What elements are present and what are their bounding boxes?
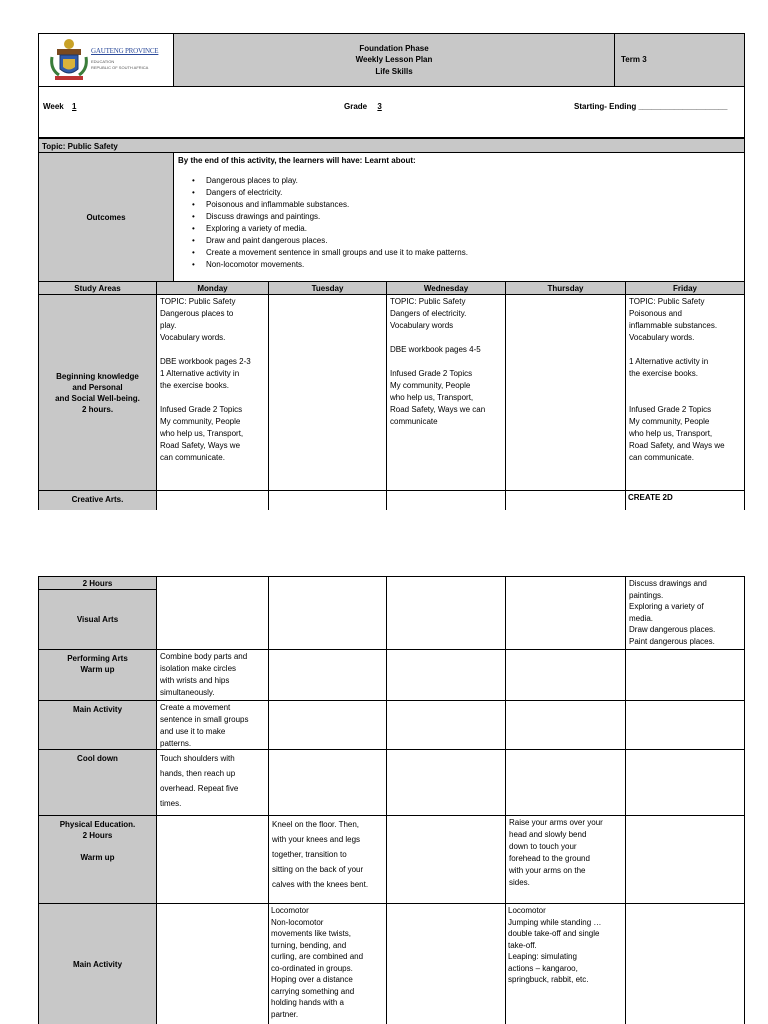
title-line-2: Weekly Lesson Plan [355, 55, 433, 65]
bk-monday-spacer [160, 392, 265, 404]
grade-label: Grade [344, 102, 368, 111]
bk-friday-spacer [629, 380, 741, 392]
title-line-3: Life Skills [375, 66, 413, 76]
ma1-thursday-cell [505, 700, 626, 750]
ma2-friday-cell [625, 903, 745, 1024]
va-thursday-cell [505, 576, 626, 650]
cd-monday-line: times. [160, 799, 182, 808]
cd-monday-line: Touch shoulders with [160, 754, 235, 763]
bk-wednesday-line: who help us, Transport, [390, 393, 474, 402]
ma2-tuesday-line: Locomotor [271, 906, 309, 915]
pa-monday-cell [156, 649, 269, 701]
ma2-tuesday-line: turning, bending, and [271, 940, 347, 950]
bk-wednesday-line: TOPIC: Public Safety [390, 297, 466, 306]
cd-friday-cell [625, 749, 745, 816]
ma1-monday-cell [156, 700, 269, 750]
bk-wednesday-spacer [390, 356, 502, 368]
logo-text: GAUTENG PROVINCE [91, 47, 159, 55]
cd-monday-line: overhead. Repeat five [160, 784, 239, 793]
va-wednesday-cell [386, 576, 506, 650]
bk-monday-line: can communicate. [160, 453, 225, 462]
bk-monday-line: the exercise books. [160, 381, 229, 390]
pa-wednesday-cell [386, 649, 506, 701]
gauteng-crest-logo [49, 37, 164, 83]
ma2-thursday-line: springbuck, rabbit, etc. [508, 975, 589, 984]
pe-thursday-line: down to touch your [509, 842, 577, 851]
starting-ending-field: Starting- Ending ____________________ [574, 102, 728, 111]
pe-thursday-line: forehead to the ground [509, 854, 590, 863]
ma2-tuesday-line: curling, are combined and [271, 952, 364, 961]
pa-label-line: Performing Arts [67, 654, 128, 663]
plan-title-cell [173, 33, 615, 87]
main-activity-label-1: Main Activity [38, 700, 157, 750]
bk-monday-line: who help us, Transport, [160, 429, 244, 438]
pe-thursday-line: with your arms on the [509, 866, 586, 875]
bk-wednesday-line: My community, People [390, 381, 471, 390]
outcome-item: • Draw and paint dangerous places. [206, 235, 740, 247]
va-friday-line: Draw dangerous places. [629, 625, 716, 634]
bk-wednesday-line: Infused Grade 2 Topics [390, 369, 473, 378]
performing-arts-label [38, 649, 157, 701]
bk-friday-line: 1 Alternative activity in [629, 357, 709, 366]
bk-wednesday-line: Road Safety, Ways we can [390, 405, 486, 414]
outcomes-label: Outcomes [38, 152, 174, 282]
outcome-item: • Discuss drawings and paintings. [206, 211, 740, 223]
col-header-study-areas: Study Areas [38, 281, 157, 295]
ma2-tuesday-line: Non-locomotor [271, 917, 324, 927]
cd-tuesday-cell [268, 749, 387, 816]
ma2-thursday-cell [505, 903, 626, 1024]
creative-arts-label: Creative Arts. [38, 490, 157, 510]
bk-monday-line: Vocabulary words. [160, 333, 226, 342]
pa-label-line: Warm up [80, 665, 115, 674]
ma1-wednesday-cell [386, 700, 506, 750]
crest-icon [49, 37, 89, 83]
term-label: Term 3 [621, 55, 647, 65]
pa-thursday-cell [505, 649, 626, 701]
cool-down-label: Cool down [38, 749, 157, 816]
cd-thursday-cell [505, 749, 626, 816]
pe-monday-cell [156, 815, 269, 904]
visual-arts-label: Visual Arts [38, 589, 157, 650]
logo-subtext-2: REPUBLIC OF SOUTH AFRICA [91, 65, 149, 70]
ma2-monday-cell [156, 903, 269, 1024]
va-friday-cell [625, 576, 745, 650]
bk-monday-line: TOPIC: Public Safety [160, 297, 236, 306]
outcome-item: • Create a movement sentence in small groups and use it to make patterns. [206, 247, 740, 259]
ma2-tuesday-cell [268, 903, 387, 1024]
va-friday-line: paintings. [629, 590, 664, 600]
ca-wednesday-cell [386, 490, 506, 510]
pa-monday-line: isolation make circles [160, 664, 237, 673]
bk-friday-line: TOPIC: Public Safety [629, 297, 705, 306]
outcomes-list [178, 175, 740, 271]
week-label: Week [43, 102, 64, 111]
hours-label: 2 Hours [38, 576, 157, 590]
col-header-friday: Friday [625, 281, 745, 295]
grade-value: 3 [377, 102, 382, 111]
col-header-wednesday: Wednesday [386, 281, 506, 295]
outcome-item: • Non-locomotor movements. [206, 259, 740, 271]
topic-row: Topic: Public Safety [38, 138, 745, 153]
pe-thursday-line: sides. [509, 878, 530, 887]
ma2-thursday-line: Jumping while standing … [508, 917, 602, 927]
bk-wednesday-line: DBE workbook pages 4-5 [390, 345, 481, 354]
bk-wednesday-line: Dangers of electricity. [390, 309, 467, 318]
cd-monday-line: hands, then reach up [160, 769, 236, 778]
beginning-knowledge-label [38, 294, 157, 491]
logo-cell [38, 33, 173, 87]
bk-monday-line: 1 Alternative activity in [160, 369, 240, 378]
pe-tuesday-line: sitting on the back of your [272, 865, 364, 874]
ma1-monday-line: sentence in small groups [160, 715, 249, 724]
bk-monday-line: Infused Grade 2 Topics [160, 405, 243, 414]
ma2-thursday-line: Leaping: simulating [508, 952, 577, 961]
ma1-friday-cell [625, 700, 745, 750]
bk-friday-cell [625, 294, 745, 491]
logo-subtext-1: EDUCATION [91, 59, 115, 64]
outcomes-cell [173, 152, 745, 282]
pe-wednesday-cell [386, 815, 506, 904]
grade-field [344, 101, 403, 113]
va-friday-line: Exploring a variety of [629, 602, 704, 611]
col-header-monday: Monday [156, 281, 269, 295]
physical-education-label [38, 815, 157, 904]
ma1-monday-line: Create a movement [160, 703, 231, 712]
pe-friday-cell [625, 815, 745, 904]
cd-monday-cell [156, 749, 269, 816]
term-cell [614, 33, 745, 87]
bk-friday-line: can communicate. [629, 453, 694, 462]
bk-label-line: and Social Well-being. [55, 393, 140, 403]
week-grade-row [38, 86, 745, 138]
bk-friday-line: Vocabulary words. [629, 333, 695, 342]
col-header-tuesday: Tuesday [268, 281, 387, 295]
week-field [43, 101, 96, 113]
pa-tuesday-cell [268, 649, 387, 701]
bk-tuesday-cell [268, 294, 387, 491]
main-activity-label-2: Main Activity [38, 903, 157, 1024]
ca-thursday-cell [505, 490, 626, 510]
ma1-monday-line: patterns. [160, 739, 192, 748]
bk-friday-spacer [629, 392, 741, 404]
bk-friday-line: Road Safety, and Ways we [629, 441, 725, 450]
ma2-thursday-line: actions – kangaroo, [508, 963, 578, 973]
bk-friday-line: who help us, Transport, [629, 429, 713, 438]
ma2-tuesday-line: Hoping over a distance [271, 975, 353, 984]
bk-thursday-cell [505, 294, 626, 491]
bk-friday-line: inflammable substances. [629, 321, 718, 330]
ma2-thursday-line: take-off. [508, 940, 537, 950]
ma2-tuesday-line: partner. [271, 1009, 299, 1019]
pe-label-line: Physical Education. [59, 820, 136, 829]
bk-friday-line: Poisonous and [629, 309, 682, 318]
ma2-thursday-line: double take-off and single [508, 929, 600, 938]
bk-monday-line: Dangerous places to [160, 309, 234, 318]
pa-monday-line: with wrists and hips [160, 676, 230, 685]
bk-friday-spacer [629, 344, 741, 356]
ma2-tuesday-line: carrying something and [271, 986, 355, 996]
bk-monday-cell [156, 294, 269, 491]
ma2-wednesday-cell [386, 903, 506, 1024]
va-friday-line: Discuss drawings and [629, 579, 707, 588]
bk-friday-line: My community, People [629, 417, 710, 426]
outcomes-intro: By the end of this activity, the learners will have: Learnt about: [178, 156, 416, 165]
pe-label-line: 2 Hours [82, 831, 113, 840]
ca-monday-cell [156, 490, 269, 510]
outcome-item: • Poisonous and inflammable substances. [206, 199, 740, 211]
pe-thursday-line: head and slowly bend [509, 830, 587, 839]
outcome-item: • Exploring a variety of media. [206, 223, 740, 235]
pa-friday-cell [625, 649, 745, 701]
pe-label-line: Warm up [80, 853, 115, 862]
outcome-item: • Dangerous places to play. [206, 175, 740, 187]
va-tuesday-cell [268, 576, 387, 650]
bk-label-line: 2 hours. [81, 404, 114, 414]
bk-wednesday-line: communicate [390, 417, 438, 426]
bk-monday-line: My community, People [160, 417, 241, 426]
ca-tuesday-cell [268, 490, 387, 510]
ma2-tuesday-line: co-ordinated in groups. [271, 963, 353, 973]
va-friday-line: media. [629, 613, 654, 623]
pe-thursday-cell [505, 815, 626, 904]
va-monday-cell [156, 576, 269, 650]
bk-friday-line: the exercise books. [629, 369, 698, 378]
bk-monday-line: Road Safety, Ways we [160, 441, 241, 450]
bk-wednesday-line: Vocabulary words [390, 321, 454, 330]
bk-monday-line: play. [160, 321, 177, 330]
col-header-thursday: Thursday [505, 281, 626, 295]
cd-wednesday-cell [386, 749, 506, 816]
ma2-tuesday-line: movements like twists, [271, 929, 352, 938]
logo-text-block [91, 47, 163, 77]
pe-tuesday-line: together, transition to [272, 850, 347, 859]
pe-tuesday-cell [268, 815, 387, 904]
bk-monday-line: DBE workbook pages 2-3 [160, 357, 251, 366]
ma2-thursday-line: Locomotor [508, 906, 546, 915]
pe-tuesday-line: calves with the knees bent. [272, 880, 369, 889]
bk-wednesday-spacer [390, 332, 502, 344]
va-friday-line: Paint dangerous places. [629, 636, 715, 646]
pe-thursday-line: Raise your arms over your [509, 818, 603, 827]
ma1-monday-line: and use it to make [160, 727, 226, 736]
pe-tuesday-line: Kneel on the floor. Then, [272, 820, 360, 829]
bk-wednesday-cell [386, 294, 506, 491]
title-line-1: Foundation Phase [359, 43, 429, 53]
ma1-tuesday-cell [268, 700, 387, 750]
ca-friday-cell: CREATE 2D [625, 490, 745, 510]
pa-monday-line: Combine body parts and [160, 652, 248, 661]
bk-label-line: Beginning knowledge [56, 371, 139, 381]
bk-monday-spacer [160, 344, 265, 356]
ma2-tuesday-line: holding hands with a [271, 998, 344, 1007]
outcome-item: • Dangers of electricity. [206, 187, 740, 199]
bk-label-line: and Personal [72, 382, 123, 392]
pe-tuesday-line: with your knees and legs [272, 835, 361, 844]
week-value: 1 [72, 102, 77, 111]
pa-monday-line: simultaneously. [160, 688, 215, 697]
bk-friday-line: Infused Grade 2 Topics [629, 405, 712, 414]
